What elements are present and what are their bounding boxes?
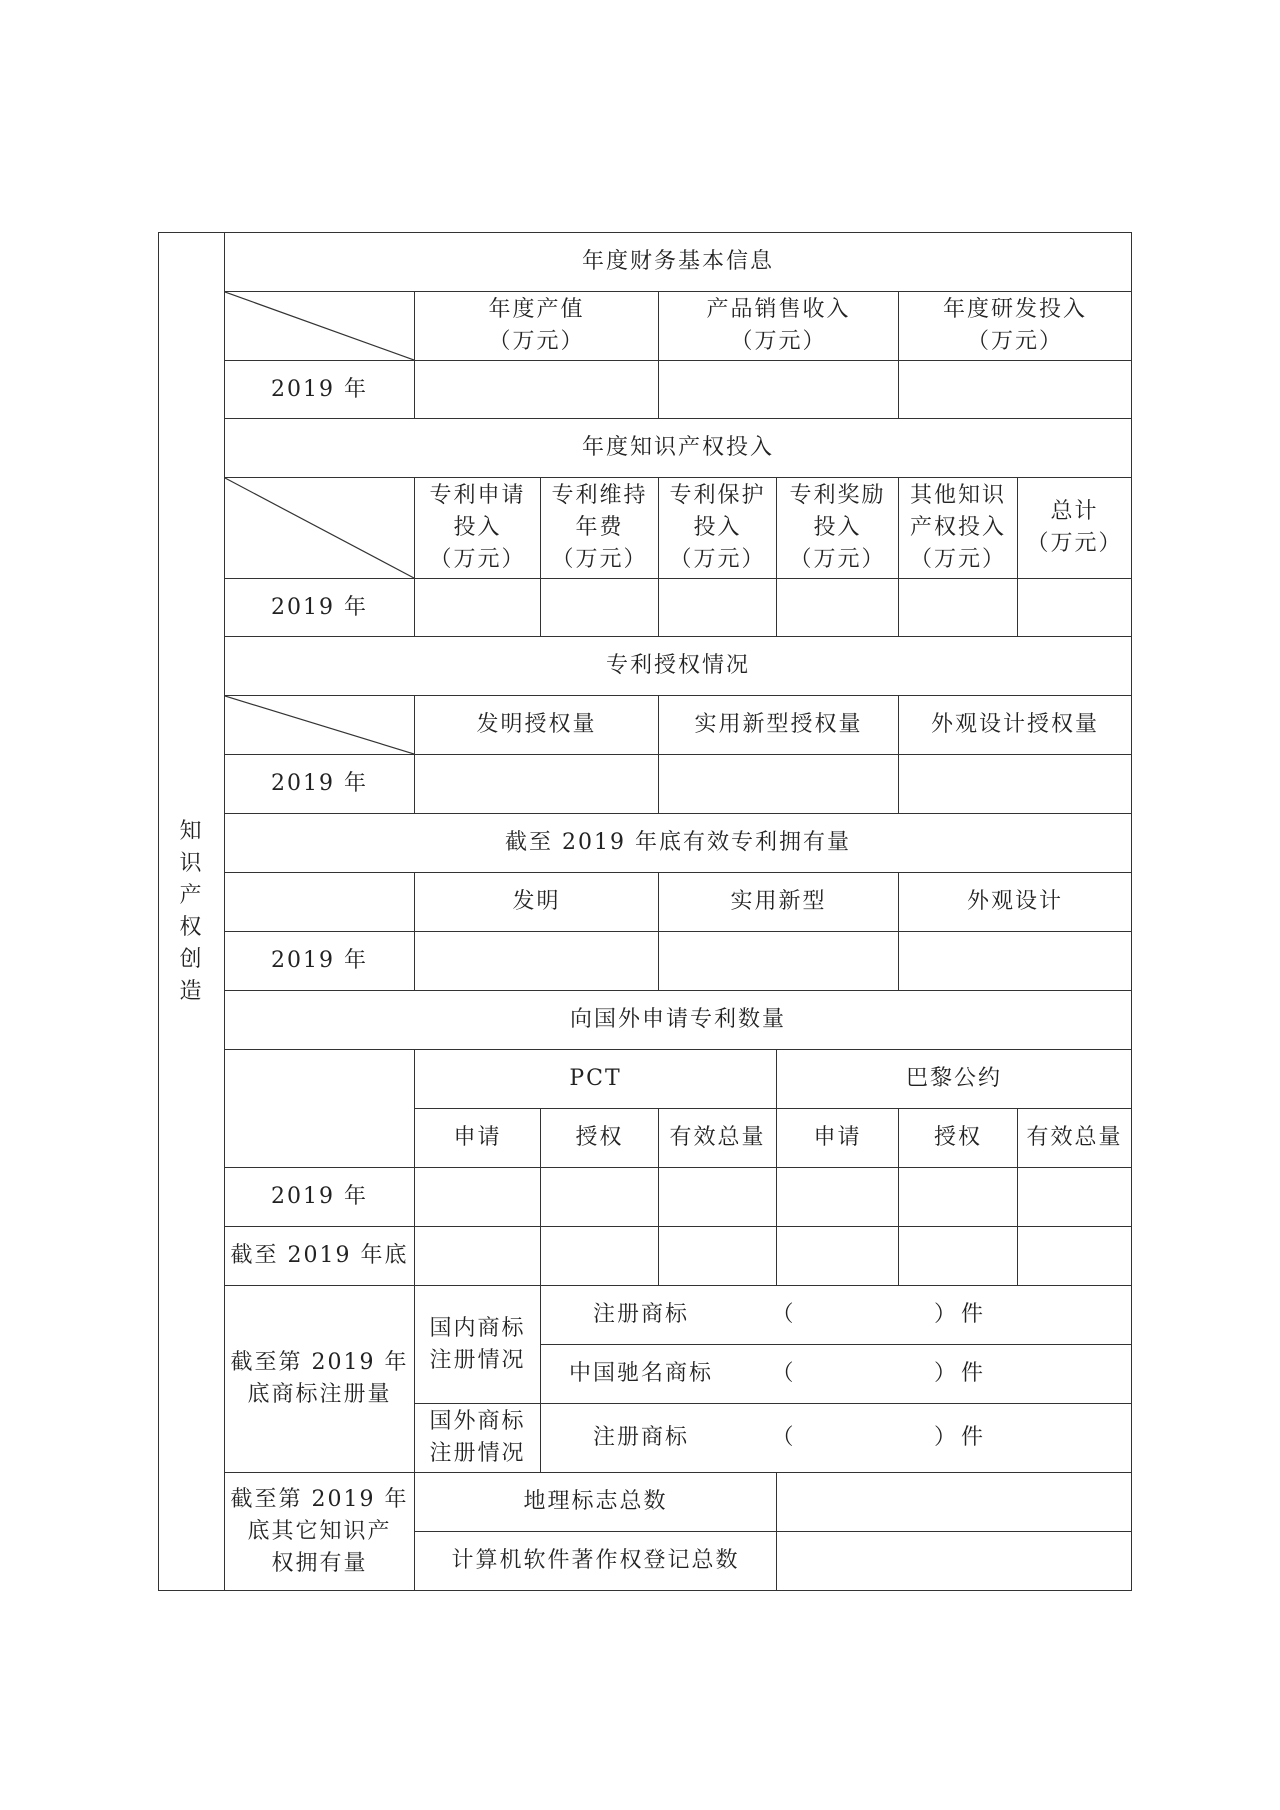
well-known-label: 中国驰名商标 (568, 1361, 713, 1386)
finance-sales-field[interactable] (659, 361, 899, 419)
valid-design-field[interactable] (899, 932, 1132, 991)
side-label (159, 233, 225, 1591)
pct-valid-cumulative-field[interactable] (659, 1227, 777, 1286)
ip-col-application: 专利申请 投入 （万元） (415, 478, 541, 579)
valid-invention-field[interactable] (415, 932, 659, 991)
paren-close: ） (933, 1425, 958, 1450)
finance-output-field[interactable] (415, 361, 659, 419)
pct-valid-field[interactable] (659, 1168, 777, 1227)
geo-indication-label: 地理标志总数 (415, 1473, 777, 1532)
foreign-header-blank (225, 1050, 415, 1168)
paren-open: （ (771, 1302, 796, 1327)
ip-maintenance-field[interactable] (541, 579, 659, 637)
year-label: 2019 年 (225, 932, 415, 991)
side-char-4: 权 (179, 914, 204, 940)
year-label: 2019 年 (225, 579, 415, 637)
grants-invention-field[interactable] (415, 755, 659, 814)
paris-col-valid: 有效总量 (1018, 1109, 1132, 1168)
registered-label: 注册商标 (592, 1302, 689, 1327)
side-char-1: 知 (179, 818, 204, 844)
pct-col-grant: 授权 (541, 1109, 659, 1168)
paren-close: ） (933, 1302, 958, 1327)
pct-col-apply: 申请 (415, 1109, 541, 1168)
grants-utility-field[interactable] (659, 755, 899, 814)
paris-grant-cumulative-field[interactable] (899, 1227, 1018, 1286)
ip-col-total: 总计 （万元） (1018, 478, 1132, 579)
valid-col-invention: 发明 (415, 873, 659, 932)
year-label: 2019 年 (225, 1168, 415, 1227)
foreign-trademark-label: 国外商标 注册情况 (415, 1404, 541, 1473)
grants-col-utility: 实用新型授权量 (659, 696, 899, 755)
grants-col-invention: 发明授权量 (415, 696, 659, 755)
pct-apply-field[interactable] (415, 1168, 541, 1227)
paren-open: （ (771, 1425, 796, 1450)
valid-utility-field[interactable] (659, 932, 899, 991)
diagonal-header-cell (225, 696, 415, 755)
finance-col-output: 年度产值 （万元） (415, 292, 659, 361)
foreign-group-pct: PCT (415, 1050, 777, 1109)
unit-label: 件 (961, 1302, 986, 1327)
domestic-registered-row (541, 1286, 1132, 1345)
geo-indication-field[interactable] (777, 1473, 1132, 1532)
pct-col-valid: 有效总量 (659, 1109, 777, 1168)
finance-col-sales: 产品销售收入 （万元） (659, 292, 899, 361)
unit-label: 件 (961, 1361, 986, 1386)
finance-col-rnd: 年度研发投入 （万元） (899, 292, 1132, 361)
paris-valid-field[interactable] (1018, 1168, 1132, 1227)
valid-col-design: 外观设计 (899, 873, 1132, 932)
ip-col-other: 其他知识 产权投入 （万元） (899, 478, 1018, 579)
ip-investment-section-title: 年度知识产权投入 (225, 419, 1132, 478)
software-copyright-field[interactable] (777, 1532, 1132, 1591)
ip-total-field[interactable] (1018, 579, 1132, 637)
ip-application-field[interactable] (415, 579, 541, 637)
cumulative-row-label: 截至 2019 年底 (225, 1227, 415, 1286)
patent-grants-section-title: 专利授权情况 (225, 637, 1132, 696)
software-copyright-label: 计算机软件著作权登记总数 (415, 1532, 777, 1591)
ip-creation-form (158, 232, 1132, 1591)
diagonal-header-cell (225, 478, 415, 579)
ip-col-reward: 专利奖励 投入 （万元） (777, 478, 899, 579)
well-known-row (541, 1345, 1132, 1404)
other-ip-label: 截至第 2019 年 底其它知识产 权拥有量 (225, 1473, 415, 1591)
trademark-label: 截至第 2019 年 底商标注册量 (225, 1286, 415, 1473)
foreign-section-title: 向国外申请专利数量 (225, 991, 1132, 1050)
ip-protection-field[interactable] (659, 579, 777, 637)
pct-apply-cumulative-field[interactable] (415, 1227, 541, 1286)
side-char-6: 造 (179, 978, 204, 1004)
year-label: 2019 年 (225, 361, 415, 419)
domestic-trademark-label: 国内商标 注册情况 (415, 1286, 541, 1404)
foreign-registered-row (541, 1404, 1132, 1473)
side-char-2: 识 (179, 850, 204, 876)
paris-col-grant: 授权 (899, 1109, 1018, 1168)
side-char-3: 产 (179, 882, 204, 908)
grants-col-design: 外观设计授权量 (899, 696, 1132, 755)
paris-valid-cumulative-field[interactable] (1018, 1227, 1132, 1286)
diagonal-header-cell (225, 292, 415, 361)
grants-design-field[interactable] (899, 755, 1132, 814)
pct-grant-field[interactable] (541, 1168, 659, 1227)
ip-other-field[interactable] (899, 579, 1018, 637)
ip-col-protection: 专利保护 投入 （万元） (659, 478, 777, 579)
valid-patents-section-title: 截至 2019 年底有效专利拥有量 (225, 814, 1132, 873)
paren-open: （ (771, 1361, 796, 1386)
valid-header-blank (225, 873, 415, 932)
paris-grant-field[interactable] (899, 1168, 1018, 1227)
ip-reward-field[interactable] (777, 579, 899, 637)
paris-apply-field[interactable] (777, 1168, 899, 1227)
paris-col-apply: 申请 (777, 1109, 899, 1168)
ip-col-maintenance: 专利维持 年费 （万元） (541, 478, 659, 579)
paris-apply-cumulative-field[interactable] (777, 1227, 899, 1286)
finance-section-title: 年度财务基本信息 (225, 233, 1132, 292)
side-char-5: 创 (179, 946, 204, 972)
valid-col-utility: 实用新型 (659, 873, 899, 932)
year-label: 2019 年 (225, 755, 415, 814)
foreign-group-paris: 巴黎公约 (777, 1050, 1132, 1109)
registered-label: 注册商标 (592, 1425, 689, 1450)
finance-rnd-field[interactable] (899, 361, 1132, 419)
pct-grant-cumulative-field[interactable] (541, 1227, 659, 1286)
paren-close: ） (933, 1361, 958, 1386)
unit-label: 件 (961, 1425, 986, 1450)
